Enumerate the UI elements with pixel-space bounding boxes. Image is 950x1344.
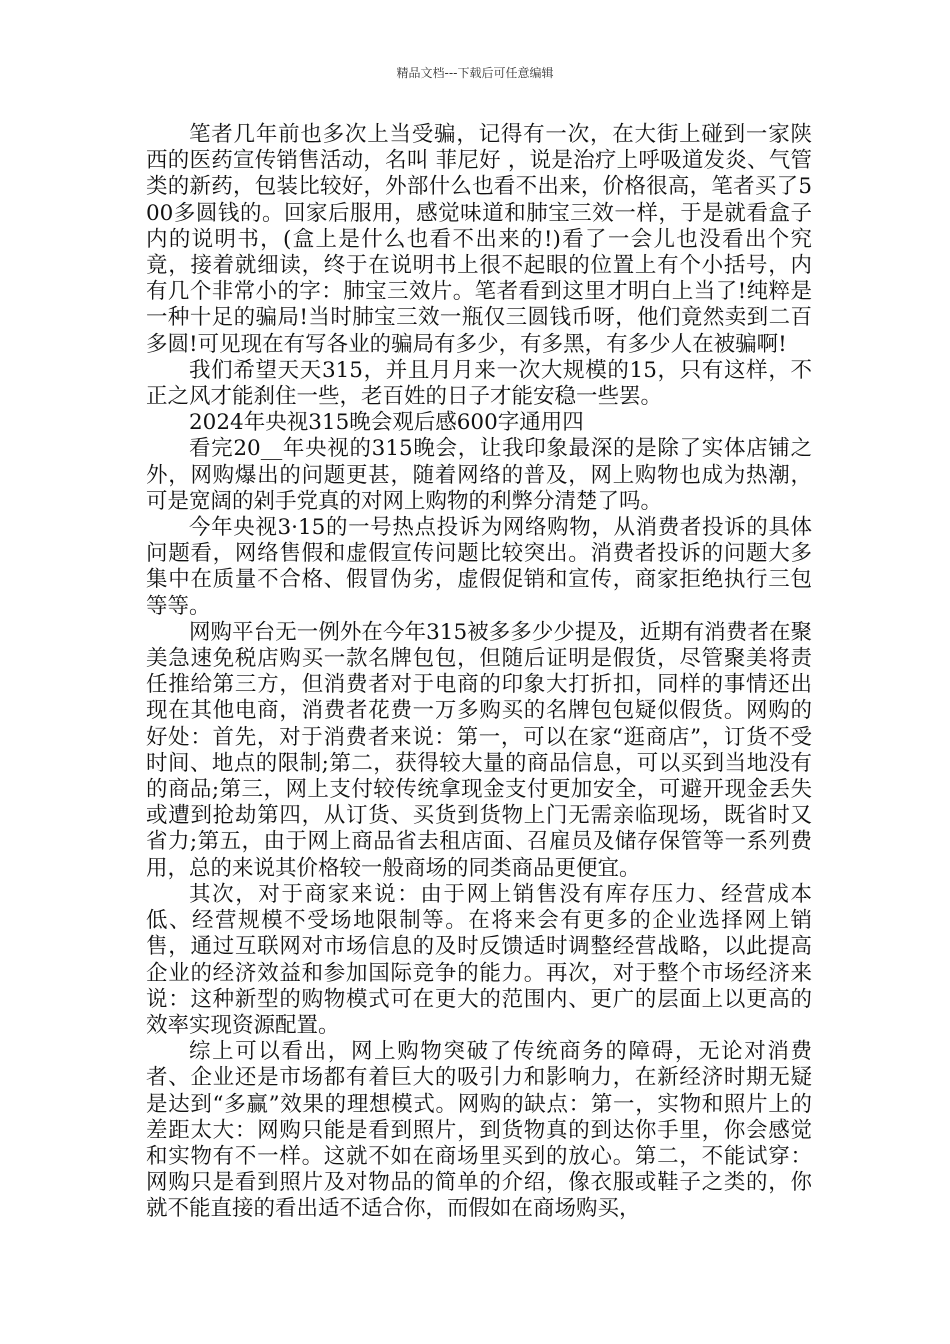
paragraph-fraud-story: 笔者几年前也多次上当受骗，记得有一次，在大街上碰到一家陕西的医药宣传销售活动，名叫 菲尼好 ，说是治疗上呼吸道发炎、气管类的新药，包装比较好，外部什么也看不出来，价格很高，笔者买了500多圆钱的。回家后服用，感觉味道和肺宝三效一样，于是就看盒子内的说明书，(盒上是什么也看不出来的!)看了一会儿也没看出个究竟，接着就细读，终于在说明书上很不起眼的位置上有个小括号，内有几个非常小的字：肺宝三效片。笔者看到这里才明白上当了!纯粹是一种十足的骗局!当时肺宝三效一瓶仅三圆钱币呀，他们竟然卖到二百多圆!可见现在有写各业的骗局有多少，有多黑，有多少人在被骗啊! (146, 122, 812, 357)
paragraph-merchants: 其次，对于商家来说：由于网上销售没有库存压力、经营成本低、经营规模不受场地限制等。在将来会有更多的企业选择网上销售，通过互联网对市场信息的及时反馈适时调整经营战略，以此提高企业的经济效益和参加国际竞争的能力。再次，对于整个市场经济来说：这种新型的购物模式可在更大的范围内、更广的层面上以更高的效率实现资源配置。 (146, 881, 812, 1038)
paragraph-complaints: 今年央视3·15的一号热点投诉为网络购物，从消费者投诉的具体问题看，网络售假和虚假宣传问题比较突出。消费者投诉的问题大多集中在质量不合格、假冒伪劣，虚假促销和宣传，商家拒绝执行三包等等。 (146, 515, 812, 619)
document-body (146, 122, 812, 1223)
section-heading: 2024年央视315晚会观后感600字通用四 (189, 410, 584, 436)
paragraph-conclusion-drawbacks: 综上可以看出，网上购物突破了传统商务的障碍，无论对消费者、企业还是市场都有着巨大的吸引力和影响力，在新经济时期无疑是达到“多赢”效果的理想模式。网购的缺点：第一，实物和照片上的差距太大：网购只能是看到照片，到货物真的到达你手里，你会感觉和实物有不一样。这就不如在商场里买到的放心。第二，不能试穿：网购只是看到照片及对物品的简单的介绍，像衣服或鞋子之类的，你就不能直接的看出适不适合你，而假如在商场购买， (146, 1039, 812, 1222)
paragraph-platforms-benefits: 网购平台无一例外在今年315被多多少少提及，近期有消费者在聚美急速免税店购买一款名牌包包，但随后证明是假货，尽管聚美将责任推给第三方，但消费者对于电商的印象大打折扣，同样的事情还出现在其他电商，消费者花费一万多购买的名牌包包疑似假货。网购的好处：首先，对于消费者来说：第一，可以在家“逛商店”，订货不受时间、地点的限制;第二，获得较大量的商品信息，可以买到当地没有的商品;第三，网上支付较传统拿现金支付更加安全，可避开现金丢失或遭到抢劫第四，从订货、买货到货物上门无需亲临现场，既省时又省力;第五，由于网上商品省去租店面、召雇员及储存保管等一系列费用，总的来说其价格较一般商场的同类商品更便宜。 (146, 619, 812, 881)
paragraph-315-wish: 我们希望天天315，并且月月来一次大规模的15，只有这样，不正之风才能刹住一些，老百姓的日子才能安稳一些罢。 (146, 357, 812, 410)
paragraph-online-shopping-intro: 看完20__年央视的315晚会，让我印象最深的是除了实体店铺之外，网购爆出的问题更甚，随着网络的普及，网上购物也成为热潮，可是宽阔的剁手党真的对网上购物的利弊分清楚了吗。 (146, 436, 812, 514)
page-header: 精品文档---下载后可任意编辑 (396, 66, 554, 80)
